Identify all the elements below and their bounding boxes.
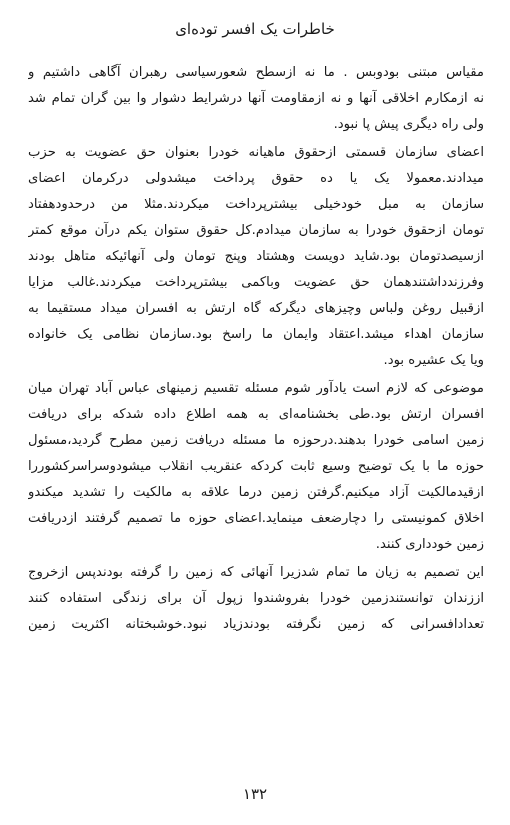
page-number: ۱۳۲ <box>242 785 268 803</box>
text-line: اعضای سازمان قسمتی ازحقوق ماهیانه خودرا بعنوان حق عضویت به حزب <box>28 145 484 160</box>
text-line: تومان ازحقوق خودرا به سازمان میدادم.کل حقوق ستوان یکم درآن موقع کمتر <box>28 223 484 238</box>
text-line: سازمان اهداء میشد.اعتقاد وایمان ما راسخ بود.سازمان نظامی یک خانواده <box>28 327 484 342</box>
text-line: این تصمیم به زیان ما تمام شدزیرا آنهائی که زمین را گرفته بودندپس ازخروج <box>28 565 484 580</box>
text-line: زمین خودداری کنند. <box>375 537 484 552</box>
text-line: سازمان به مبل خودخیلی بیشترپرداخت میکردند.مثلا من درحدودهفتاد <box>28 197 484 212</box>
text-line: ازقبیل روغن ولباس وچیزهای دیگرکه گاه ارتش به افسران میداد مستقیما به <box>28 301 484 316</box>
text-line: حوزه ما با یک توضیح وسیع ثابت کردکه عنقریب انقلاب میشودوسراسرکشوررا <box>28 459 484 474</box>
text-line: ولی راه دیگری پیش پا نبود. <box>333 117 484 132</box>
text-line: تعدادافسرانی که زمین نگرفته بودندزیاد نبود.خوشبختانه اکثریت زمین <box>28 617 484 632</box>
text-line: زمین اسامی خودرا بدهند.درحوزه ما مسئله دریافت زمین مطرح گردید،مسئول <box>28 433 484 448</box>
paragraph <box>28 140 484 374</box>
text-line: افسران ارتش بود.طی بخشنامه‌ای به همه اطلاع داده شدکه برای دریافت <box>28 407 484 422</box>
text-line: میدادند.معمولا یک یا ده حقوق پرداخت میشدولی درکرمان اعضای <box>28 171 484 186</box>
paragraph <box>28 560 484 638</box>
text-line: ازسیصدتومان بود.شاید دویست وهشتاد وپنج تومان ولی آنهائیکه متاهل بودند <box>28 249 484 264</box>
paragraph <box>28 60 484 138</box>
text-line: نه ازمکارم اخلاقی آنها و نه ازمقاومت آنها درشرایط دشوار وا بین گران تمام شد <box>28 91 484 106</box>
paragraph <box>28 376 484 558</box>
text-line: اخلاق کمونیستی را دچارضعف مینماید.اعضای حوزه ما تصمیم گرفتند ازدریافت <box>28 511 484 526</box>
text-line: موضوعی که لازم است یادآور شوم مسئله تقسیم زمینهای عباس آباد تهران میان <box>28 381 484 396</box>
running-header-title: خاطرات یک افسر توده‌ای <box>175 20 335 38</box>
text-line: مقیاس مبتنی بودوبس . ما نه ازسطح شعورسیاسی رهبران آگاهی داشتیم و <box>28 65 484 80</box>
body-text <box>28 60 484 640</box>
text-line: ازقیدمالکیت آزاد میکنیم.گرفتن زمین درما علاقه به مالکیت را تشدید میکندو <box>28 485 484 500</box>
text-line: وفرزندداشتندهمان حق عضویت وباکمی بیشترپرداخت میکردند.غالب مزایا <box>28 275 484 290</box>
text-line: اززندان توانستندزمین خودرا بفروشندوا زپول آن برای زندگی استفاده کنند <box>28 591 484 606</box>
text-line: ویا یک عشیره بود. <box>383 353 484 368</box>
